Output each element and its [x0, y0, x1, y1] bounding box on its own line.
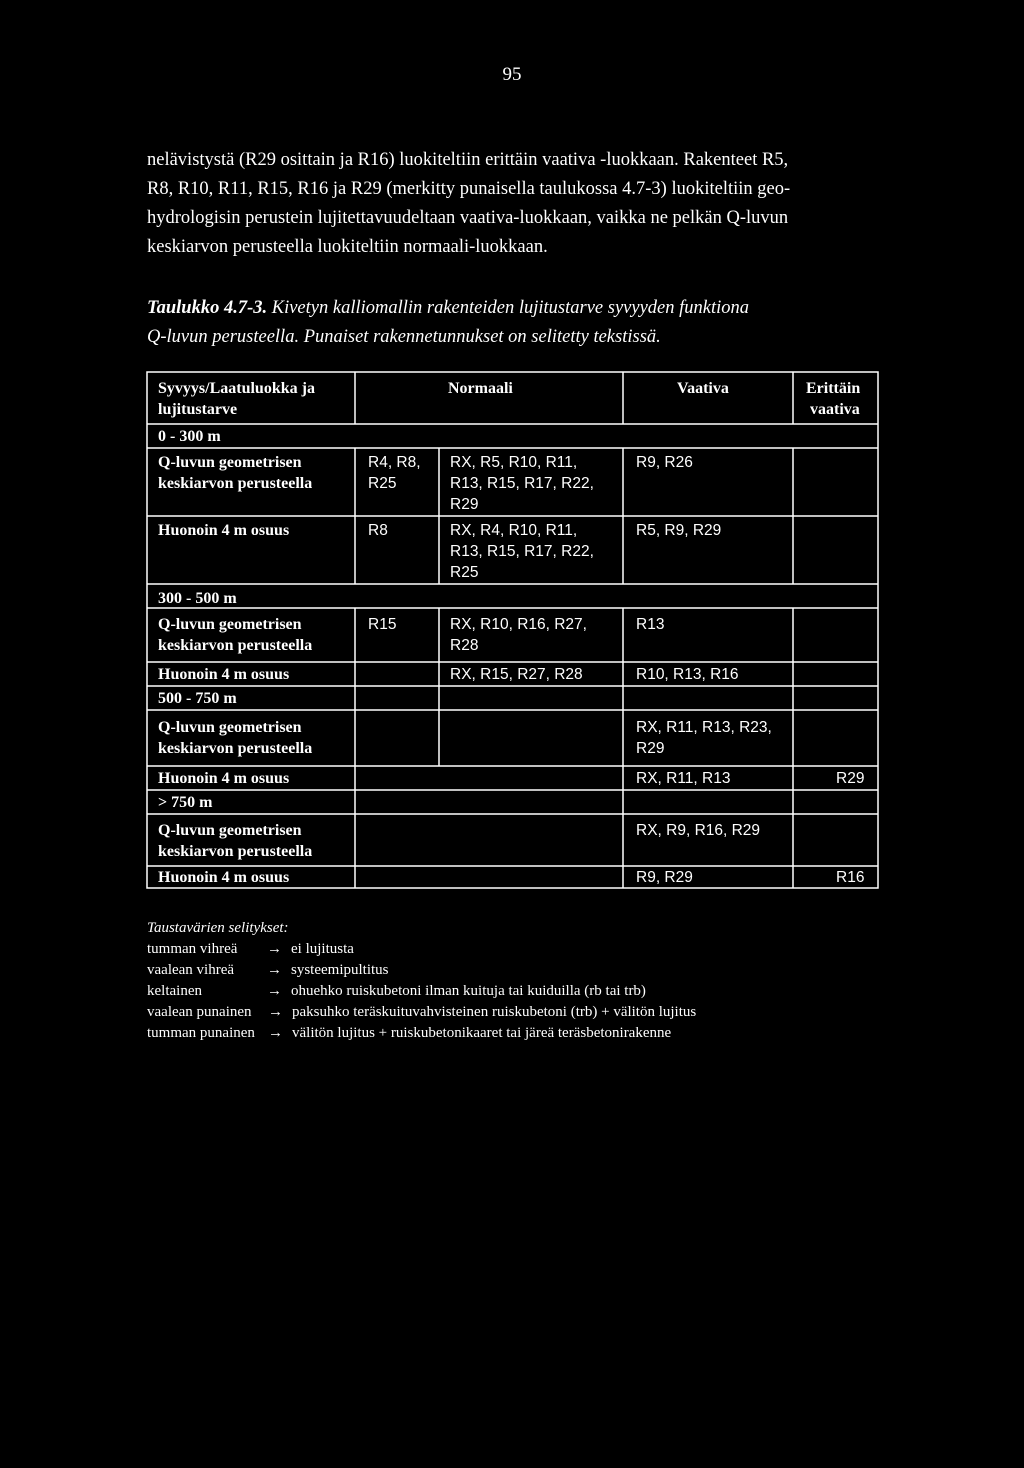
row-label-q-line2: keskiarvon perusteella	[158, 843, 313, 860]
cell: R13	[636, 616, 665, 633]
row-label-q-line1: Q-luvun geometrisen	[158, 822, 302, 839]
section-depth-label: > 750 m	[158, 794, 213, 811]
row-label-q-line2: keskiarvon perusteella	[158, 637, 313, 654]
header-erittain-line2: vaativa	[810, 401, 860, 418]
cell: RX, R11, R13, R23,	[636, 719, 772, 736]
row-label-huonoin: Huonoin 4 m osuus	[158, 770, 290, 787]
cell: R9, R26	[636, 454, 693, 471]
cell: R9, R29	[636, 869, 693, 886]
paragraph-line: hydrologisin perustein lujitettavuudeltaan vaativa-luokkaan, vaikka ne pelkän Q-luvun	[147, 208, 789, 228]
section-depth-label: 0 - 300 m	[158, 428, 221, 445]
row-label-huonoin: Huonoin 4 m osuus	[158, 522, 290, 539]
caption-label: Taulukko 4.7-3.	[147, 298, 268, 318]
header-vaativa: Vaativa	[677, 380, 729, 397]
cell: R5, R9, R29	[636, 522, 722, 539]
legend-title: Taustavärien selitykset:	[147, 920, 289, 936]
legend-item	[147, 1023, 672, 1044]
legend-item	[147, 939, 354, 960]
body-paragraph	[147, 146, 877, 262]
cell: R8	[368, 522, 388, 539]
cell: R13, R15, R17, R22,	[450, 543, 594, 560]
cell: R15	[368, 616, 397, 633]
table-caption	[147, 294, 877, 352]
header-col1-line2: lujitustarve	[158, 401, 238, 418]
section-depth-label: 500 - 750 m	[158, 690, 237, 707]
paragraph-line: nelävistystä (R29 osittain ja R16) luokiteltiin erittäin vaativa -luokkaan. Rakenteet R5,	[147, 150, 789, 170]
legend-item	[147, 960, 389, 981]
row-label-q-line1: Q-luvun geometrisen	[158, 616, 302, 633]
cell: R29	[636, 740, 665, 757]
legend-key: keltainen	[147, 983, 202, 999]
cell: RX, R15, R27, R28	[450, 666, 583, 683]
arrow-icon: →	[267, 941, 282, 957]
row-label-huonoin: Huonoin 4 m osuus	[158, 869, 290, 886]
row-label-q-line1: Q-luvun geometrisen	[158, 719, 302, 736]
cell: R29	[450, 496, 479, 513]
caption-line2: Q-luvun perusteella. Punaiset rakennetunnukset on selitetty tekstissä.	[147, 327, 661, 347]
legend-key: tumman punainen	[147, 1025, 255, 1041]
header-normaali: Normaali	[448, 380, 513, 397]
arrow-icon: →	[267, 962, 282, 978]
legend-value: välitön lujitus + ruiskubetonikaaret tai järeä teräsbetonirakenne	[292, 1025, 672, 1041]
cell: RX, R9, R16, R29	[636, 822, 761, 839]
cell: R28	[450, 637, 479, 654]
arrow-icon: →	[267, 983, 282, 999]
legend-key: vaalean vihreä	[147, 962, 235, 978]
arrow-icon: →	[268, 1025, 283, 1041]
legend-key: vaalean punainen	[147, 1004, 252, 1020]
cell: R10, R13, R16	[636, 666, 739, 683]
cell: R29	[836, 770, 865, 787]
section-depth-label: 300 - 500 m	[158, 590, 237, 607]
legend-value: paksuhko teräskuituvahvisteinen ruiskubetoni (trb) + välitön lujitus	[292, 1004, 697, 1020]
cell: R16	[836, 869, 865, 886]
row-label-huonoin: Huonoin 4 m osuus	[158, 666, 290, 683]
cell: R25	[368, 475, 397, 492]
caption-line1: Kivetyn kalliomallin rakenteiden lujitustarve syvyyden funktiona	[271, 298, 750, 318]
cell: R13, R15, R17, R22,	[450, 475, 594, 492]
page-number: 95	[502, 64, 522, 85]
legend-value: ei lujitusta	[291, 941, 354, 957]
paragraph-line: R8, R10, R11, R15, R16 ja R29 (merkitty punaisella taulukossa 4.7-3) luokiteltiin geo-	[147, 179, 791, 199]
legend-item	[147, 1002, 697, 1023]
header-col1-line1: Syvyys/Laatuluokka ja	[158, 380, 315, 397]
row-label-q-line1: Q-luvun geometrisen	[158, 454, 302, 471]
cell: RX, R10, R16, R27,	[450, 616, 587, 633]
header-erittain-line1: Erittäin	[806, 380, 861, 397]
row-label-q-line2: keskiarvon perusteella	[158, 475, 313, 492]
cell: R4, R8,	[368, 454, 421, 471]
cell: RX, R4, R10, R11,	[450, 522, 578, 539]
legend-item	[147, 981, 646, 1002]
color-legend	[147, 918, 697, 1044]
legend-key: tumman vihreä	[147, 941, 238, 957]
arrow-icon: →	[268, 1004, 283, 1020]
paragraph-line: keskiarvon perusteella luokiteltiin normaali-luokkaan.	[147, 237, 548, 257]
legend-value: ohuehko ruiskubetoni ilman kuituja tai kuiduilla (rb tai trb)	[291, 983, 646, 999]
legend-value: systeemipultitus	[291, 962, 389, 978]
row-label-q-line2: keskiarvon perusteella	[158, 740, 313, 757]
cell: RX, R11, R13	[636, 770, 731, 787]
cell: RX, R5, R10, R11,	[450, 454, 578, 471]
cell: R25	[450, 564, 479, 581]
